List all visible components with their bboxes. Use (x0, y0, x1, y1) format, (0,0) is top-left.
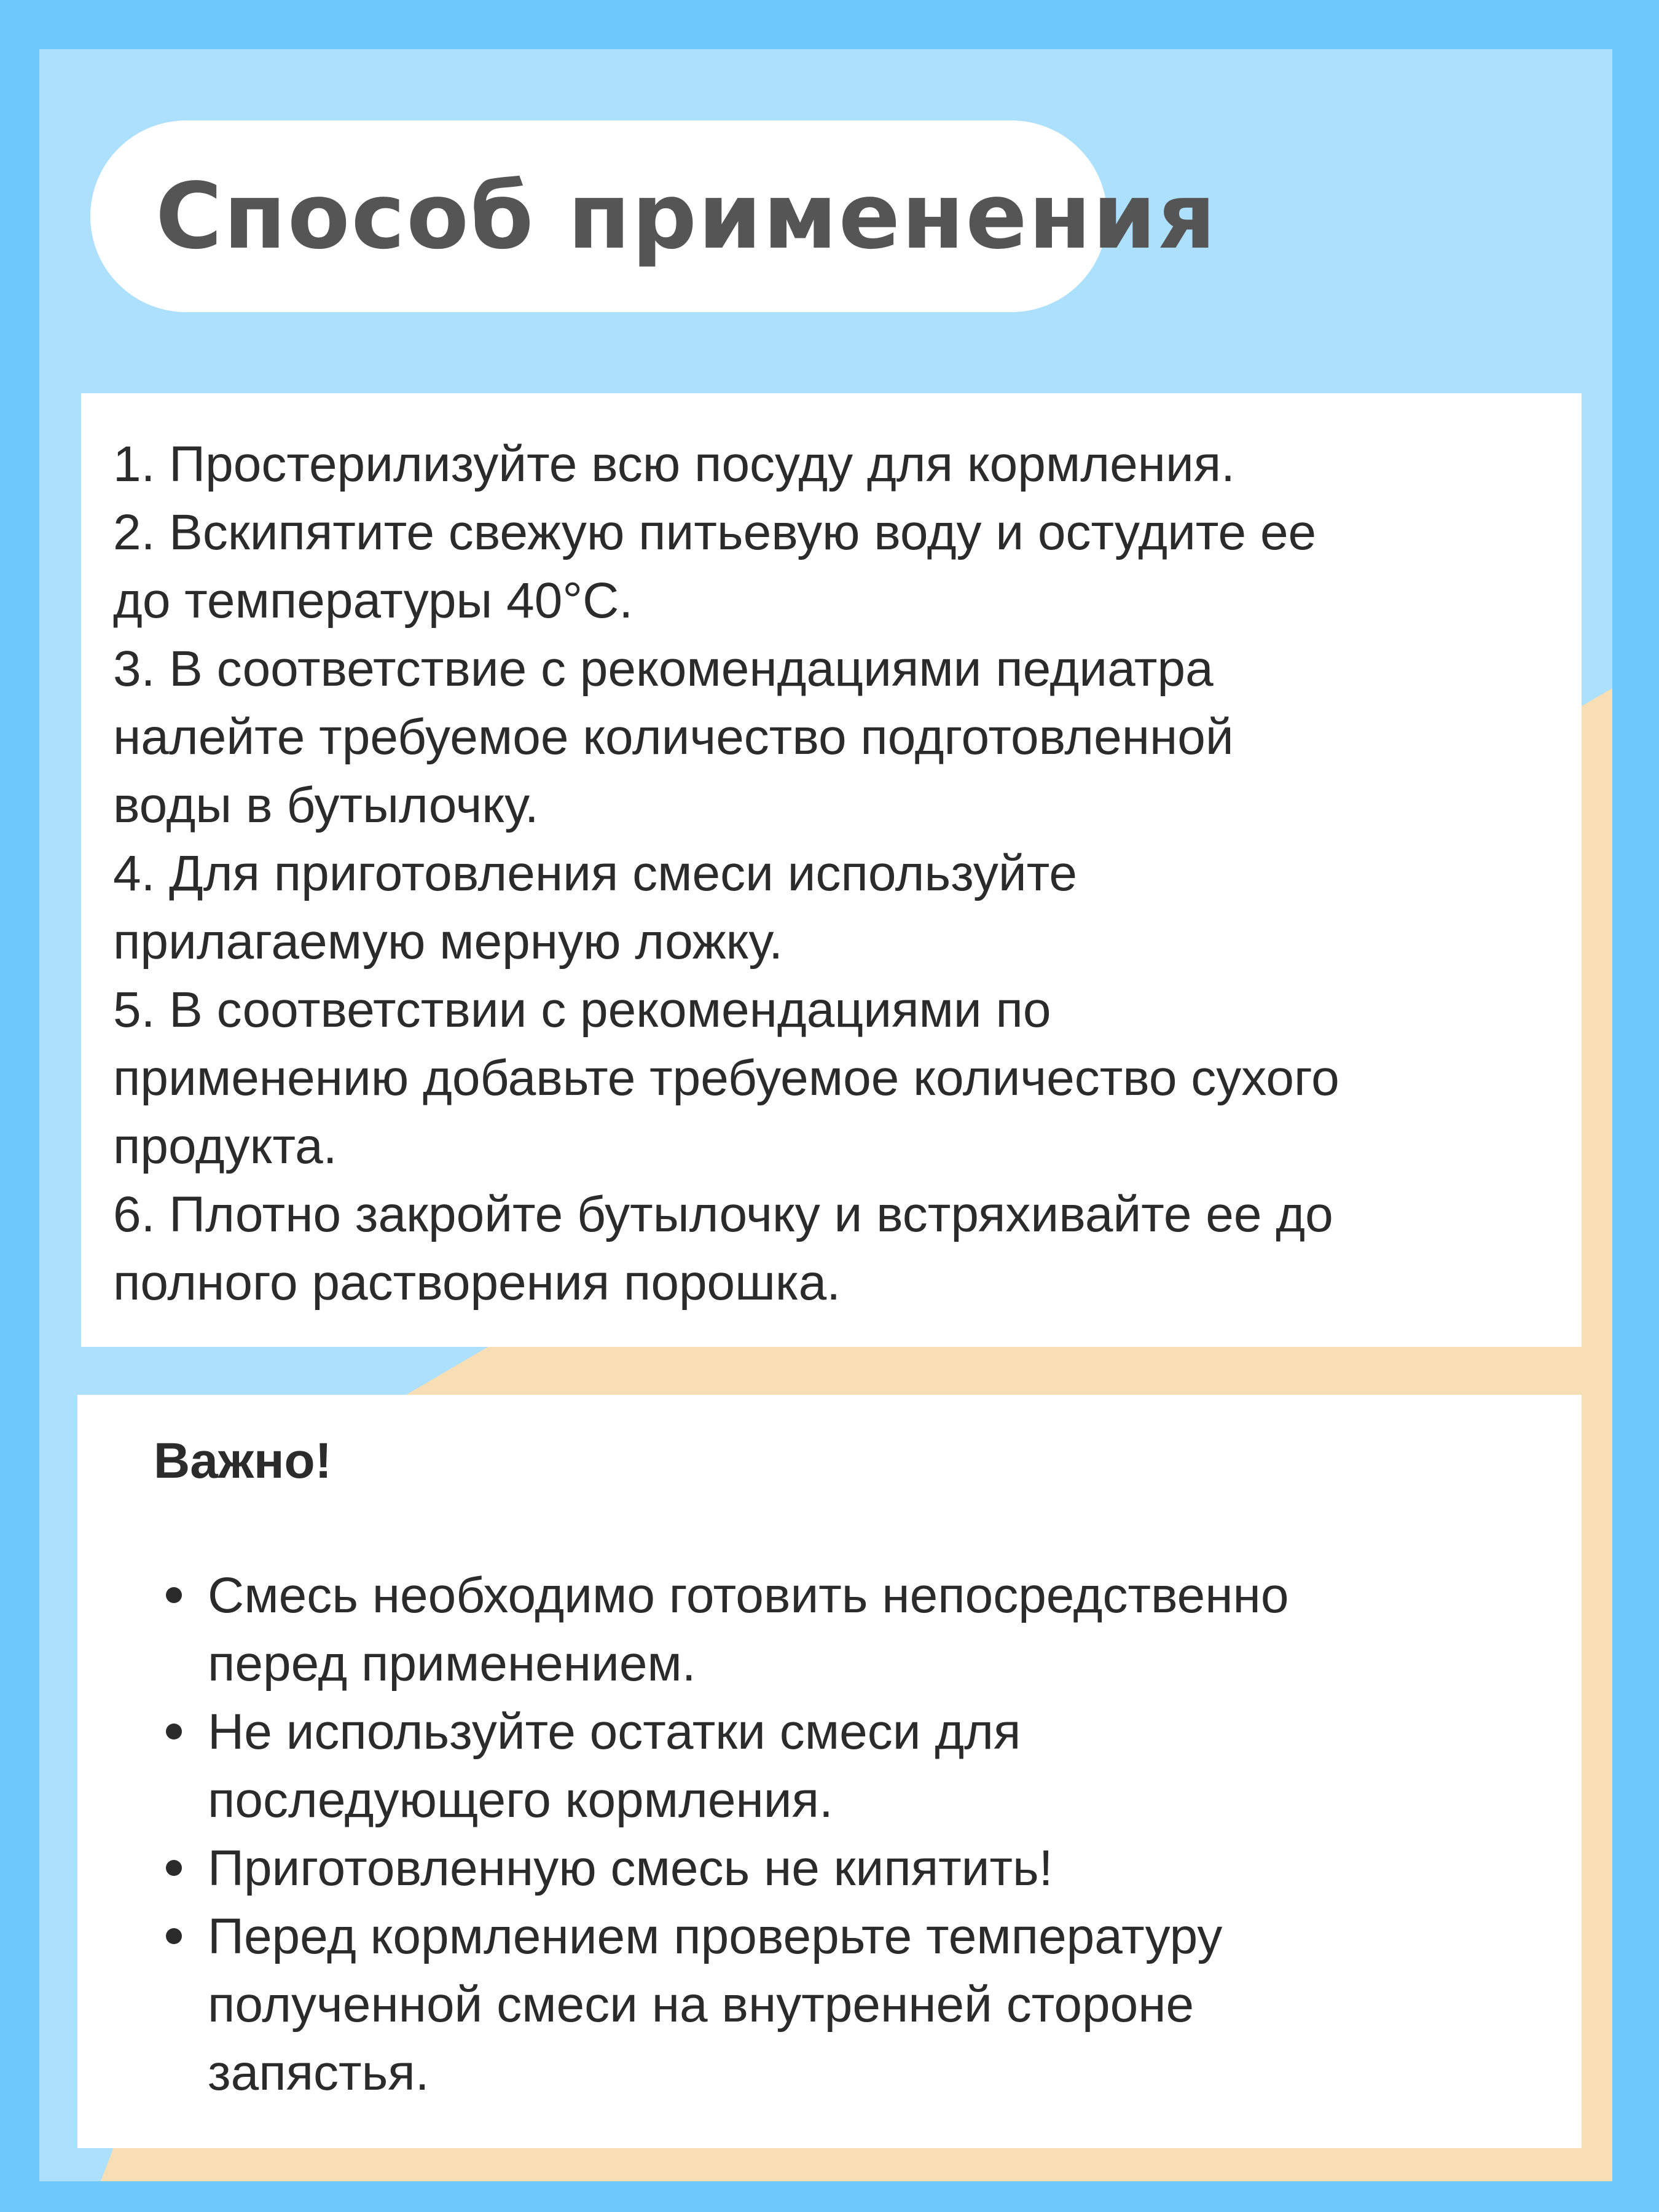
instruction-step (113, 430, 1557, 498)
bullet-icon (166, 1587, 182, 1603)
item-line: Смесь необходимо готовить непосредственно (208, 1567, 1289, 1623)
important-heading: Важно! (154, 1433, 332, 1489)
title-pill (90, 120, 1217, 312)
bullet-icon (166, 1860, 182, 1876)
step-line: 4. Для приготовления смеси используйте (113, 845, 1077, 901)
step-line: прилагаемую мерную ложку. (113, 914, 783, 970)
list-item (154, 1698, 1557, 1834)
step-line: воды в бутылочку. (113, 777, 539, 833)
list-item (154, 1902, 1557, 2107)
item-line: перед применением. (208, 1636, 696, 1692)
step-line: 2. Вскипятите свежую питьевую воду и остудите ее (113, 504, 1317, 560)
item-line: Приготовленную смесь не кипятить! (208, 1840, 1053, 1896)
item-line: Не используйте остатки смеси для (208, 1704, 1021, 1760)
instruction-step (113, 498, 1557, 635)
instruction-step (113, 1180, 1557, 1317)
step-line: 5. В соответствии с рекомендациями по (113, 982, 1051, 1038)
item-line: последующего кормления. (208, 1772, 833, 1828)
bullet-icon (166, 1928, 182, 1944)
instructions-card (81, 393, 1582, 1347)
bullet-icon (166, 1724, 182, 1739)
list-item (154, 1834, 1557, 1902)
step-line: полного растворения порошка. (113, 1255, 841, 1311)
instruction-step (113, 839, 1557, 976)
item-line: Перед кормлением проверьте температуру (208, 1908, 1223, 1964)
step-line: до температуры 40°С. (113, 573, 633, 629)
page-title: Способ применения (155, 163, 1217, 269)
important-list (154, 1561, 1557, 2107)
list-item (154, 1561, 1557, 1698)
step-line: применению добавьте требуемое количество сухого (113, 1050, 1339, 1106)
instruction-step (113, 635, 1557, 839)
step-line: 3. В соответствие с рекомендациями педиатра (113, 641, 1214, 697)
step-line: 6. Плотно закройте бутылочку и встряхивайте ее до (113, 1186, 1333, 1242)
item-line: запястья. (208, 2045, 429, 2101)
step-line: 1. Простерилизуйте всю посуду для кормления. (113, 436, 1235, 492)
step-line: продукта. (113, 1118, 337, 1174)
instruction-step (113, 976, 1557, 1180)
step-line: налейте требуемое количество подготовленной (113, 709, 1234, 765)
item-line: полученной смеси на внутренней стороне (208, 1977, 1194, 2033)
important-card (77, 1395, 1582, 2148)
